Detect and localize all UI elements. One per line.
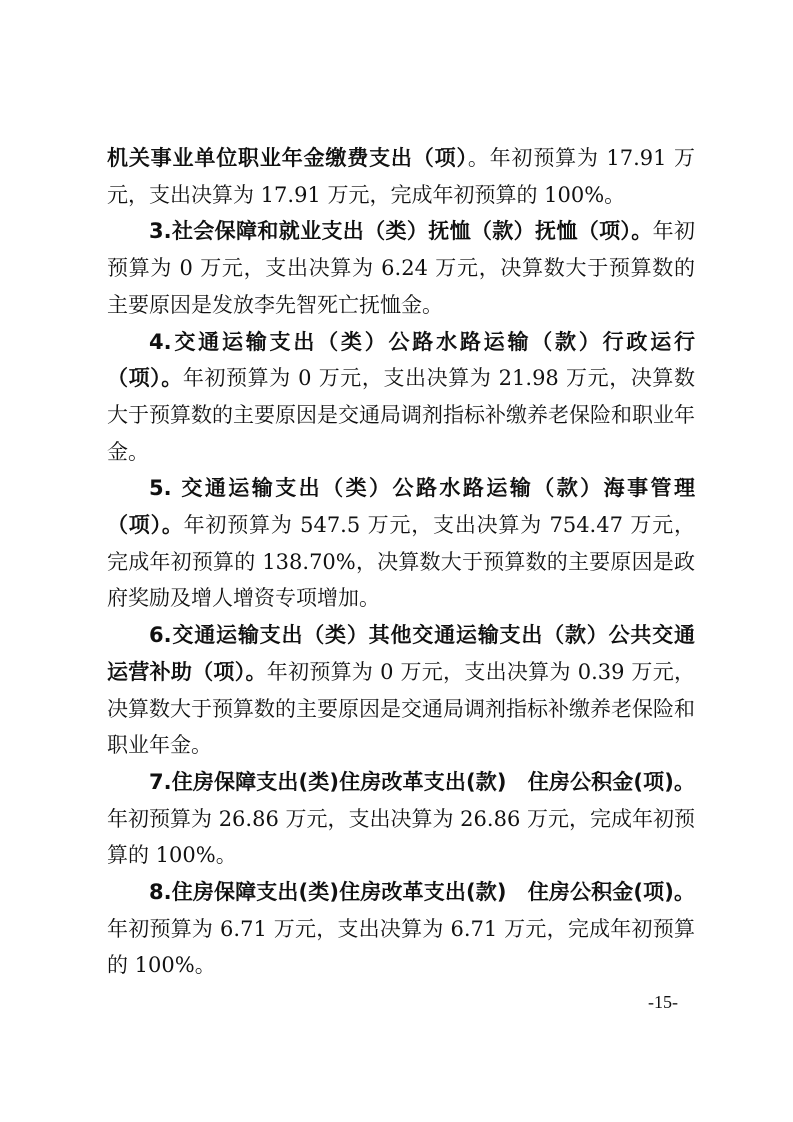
page-number: -15- (648, 992, 678, 1012)
paragraph-heading: 4.交通运输支出（类）公路水路运输（款）行政运行（项）。 (107, 329, 695, 391)
paragraph-body: 年初预算为 0 万元，支出决算为 21.98 万元，决算数大于预算数的主要原因是交通局调剂指标补缴养老保险和职业年金。 (107, 366, 695, 464)
paragraph-heading: 8.住房保障支出(类)住房改革支出(款) 住房公积金(项)。 (149, 880, 695, 905)
paragraph-4-transport-admin (107, 324, 695, 471)
paragraph-body: 年初预算为 547.5 万元，支出决算为 754.47 万元，完成年初预算的 138.70%，决算数大于预算数的主要原因是政府奖励及增人增资专项增加。 (107, 513, 695, 611)
paragraph-pension (107, 140, 695, 213)
paragraph-7-housing-fund (107, 764, 695, 874)
paragraph-heading: 3.社会保障和就业支出（类）抚恤（款）抚恤（项）。 (149, 219, 653, 244)
paragraph-body: 年初预算为 26.86 万元，支出决算为 26.86 万元，完成年初预算的 100%。 (107, 806, 695, 868)
paragraph-5-maritime (107, 470, 695, 617)
paragraph-heading: 7.住房保障支出(类)住房改革支出(款) 住房公积金(项)。 (149, 769, 695, 794)
paragraph-8-housing-fund (107, 874, 695, 984)
paragraph-body: 年初预算为 6.71 万元，支出决算为 6.71 万元，完成年初预算的 100%。 (107, 916, 695, 978)
paragraph-body: 年初预算为 0 万元，支出决算为 6.24 万元，决算数大于预算数的主要原因是发放李先智死亡抚恤金。 (107, 219, 695, 317)
paragraph-body: 。年初预算为 17.91 万元，支出决算为 17.91 万元，完成年初预算的 100%。 (107, 146, 696, 207)
paragraph-6-public-transport (107, 617, 695, 764)
paragraph-heading: 5. 交通运输支出（类）公路水路运输（款）海事管理（项）。 (107, 476, 695, 538)
paragraph-heading: 6.交通运输支出（类）其他交通运输支出（款）公共交通运营补助（项）。 (107, 623, 695, 684)
paragraph-body: 年初预算为 0 万元，支出决算为 0.39 万元，决算数大于预算数的主要原因是交通局调剂指标补缴养老保险和职业年金。 (107, 659, 695, 758)
paragraph-heading: 机关事业单位职业年金缴费支出（项） (107, 146, 468, 170)
paragraph-3-pension-relief (107, 213, 695, 323)
